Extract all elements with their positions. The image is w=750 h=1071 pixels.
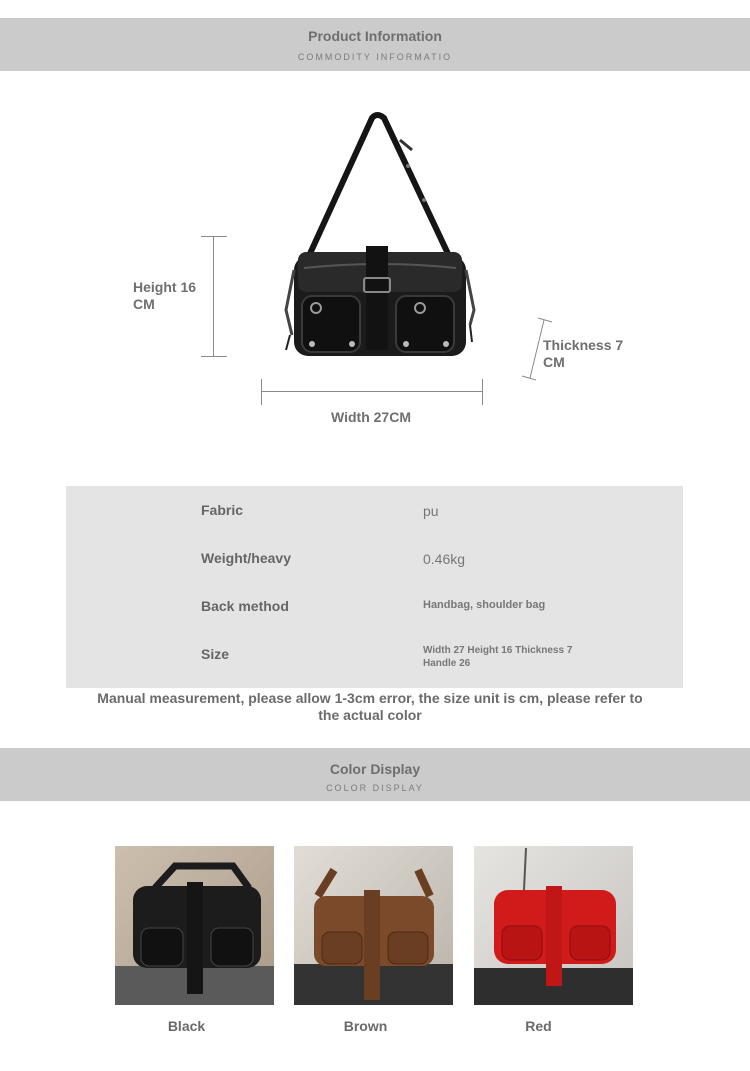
spec-label-weight: Weight/heavy [201, 550, 291, 566]
spec-table [66, 486, 683, 688]
spec-value-back-method: Handbag, shoulder bag [423, 599, 546, 611]
color-thumb-black[interactable] [115, 846, 274, 1005]
color-thumb-brown[interactable] [294, 846, 453, 1005]
width-indicator-cap-left [261, 379, 262, 405]
brown-bag-icon [294, 846, 453, 1005]
color-label-brown: Brown [343, 1018, 388, 1034]
red-bag-icon [474, 846, 633, 1005]
black-bag-icon [115, 846, 274, 1005]
product-info-header [0, 18, 750, 71]
color-thumb-red[interactable] [474, 846, 633, 1005]
spec-label-fabric: Fabric [201, 502, 244, 518]
spec-label-size: Size [201, 646, 230, 662]
height-indicator-line [213, 236, 214, 356]
spec-value-size: Width 27 Height 16 Thickness 7 Handle 26 [423, 645, 573, 669]
bag-illustration [280, 110, 480, 365]
thickness-label: Thickness 7 CM [543, 337, 624, 370]
width-indicator-cap-right [482, 379, 483, 405]
spec-label-back-method: Back method [201, 598, 289, 614]
width-label: Width 27CM [331, 409, 411, 425]
height-label: Height 16 CM [133, 279, 197, 312]
height-indicator-cap-top [201, 236, 227, 237]
color-display-title: Color Display [329, 761, 421, 777]
color-label-black: Black [167, 1018, 206, 1034]
measurement-note: Manual measurement, please allow 1-3cm error, the size unit is cm, please refer to the actual color [97, 690, 643, 723]
spec-value-weight: 0.46kg [423, 551, 466, 567]
spec-value-fabric: pu [423, 503, 439, 519]
height-indicator-cap-bottom [201, 356, 227, 357]
product-info-subtitle: COMMODITY INFORMATIO [297, 52, 453, 62]
color-display-subtitle: COLOR DISPLAY [326, 783, 424, 793]
width-indicator-line [261, 391, 483, 392]
color-display-header [0, 748, 750, 801]
color-label-red: Red [525, 1018, 552, 1034]
product-info-title: Product Information [308, 28, 442, 44]
